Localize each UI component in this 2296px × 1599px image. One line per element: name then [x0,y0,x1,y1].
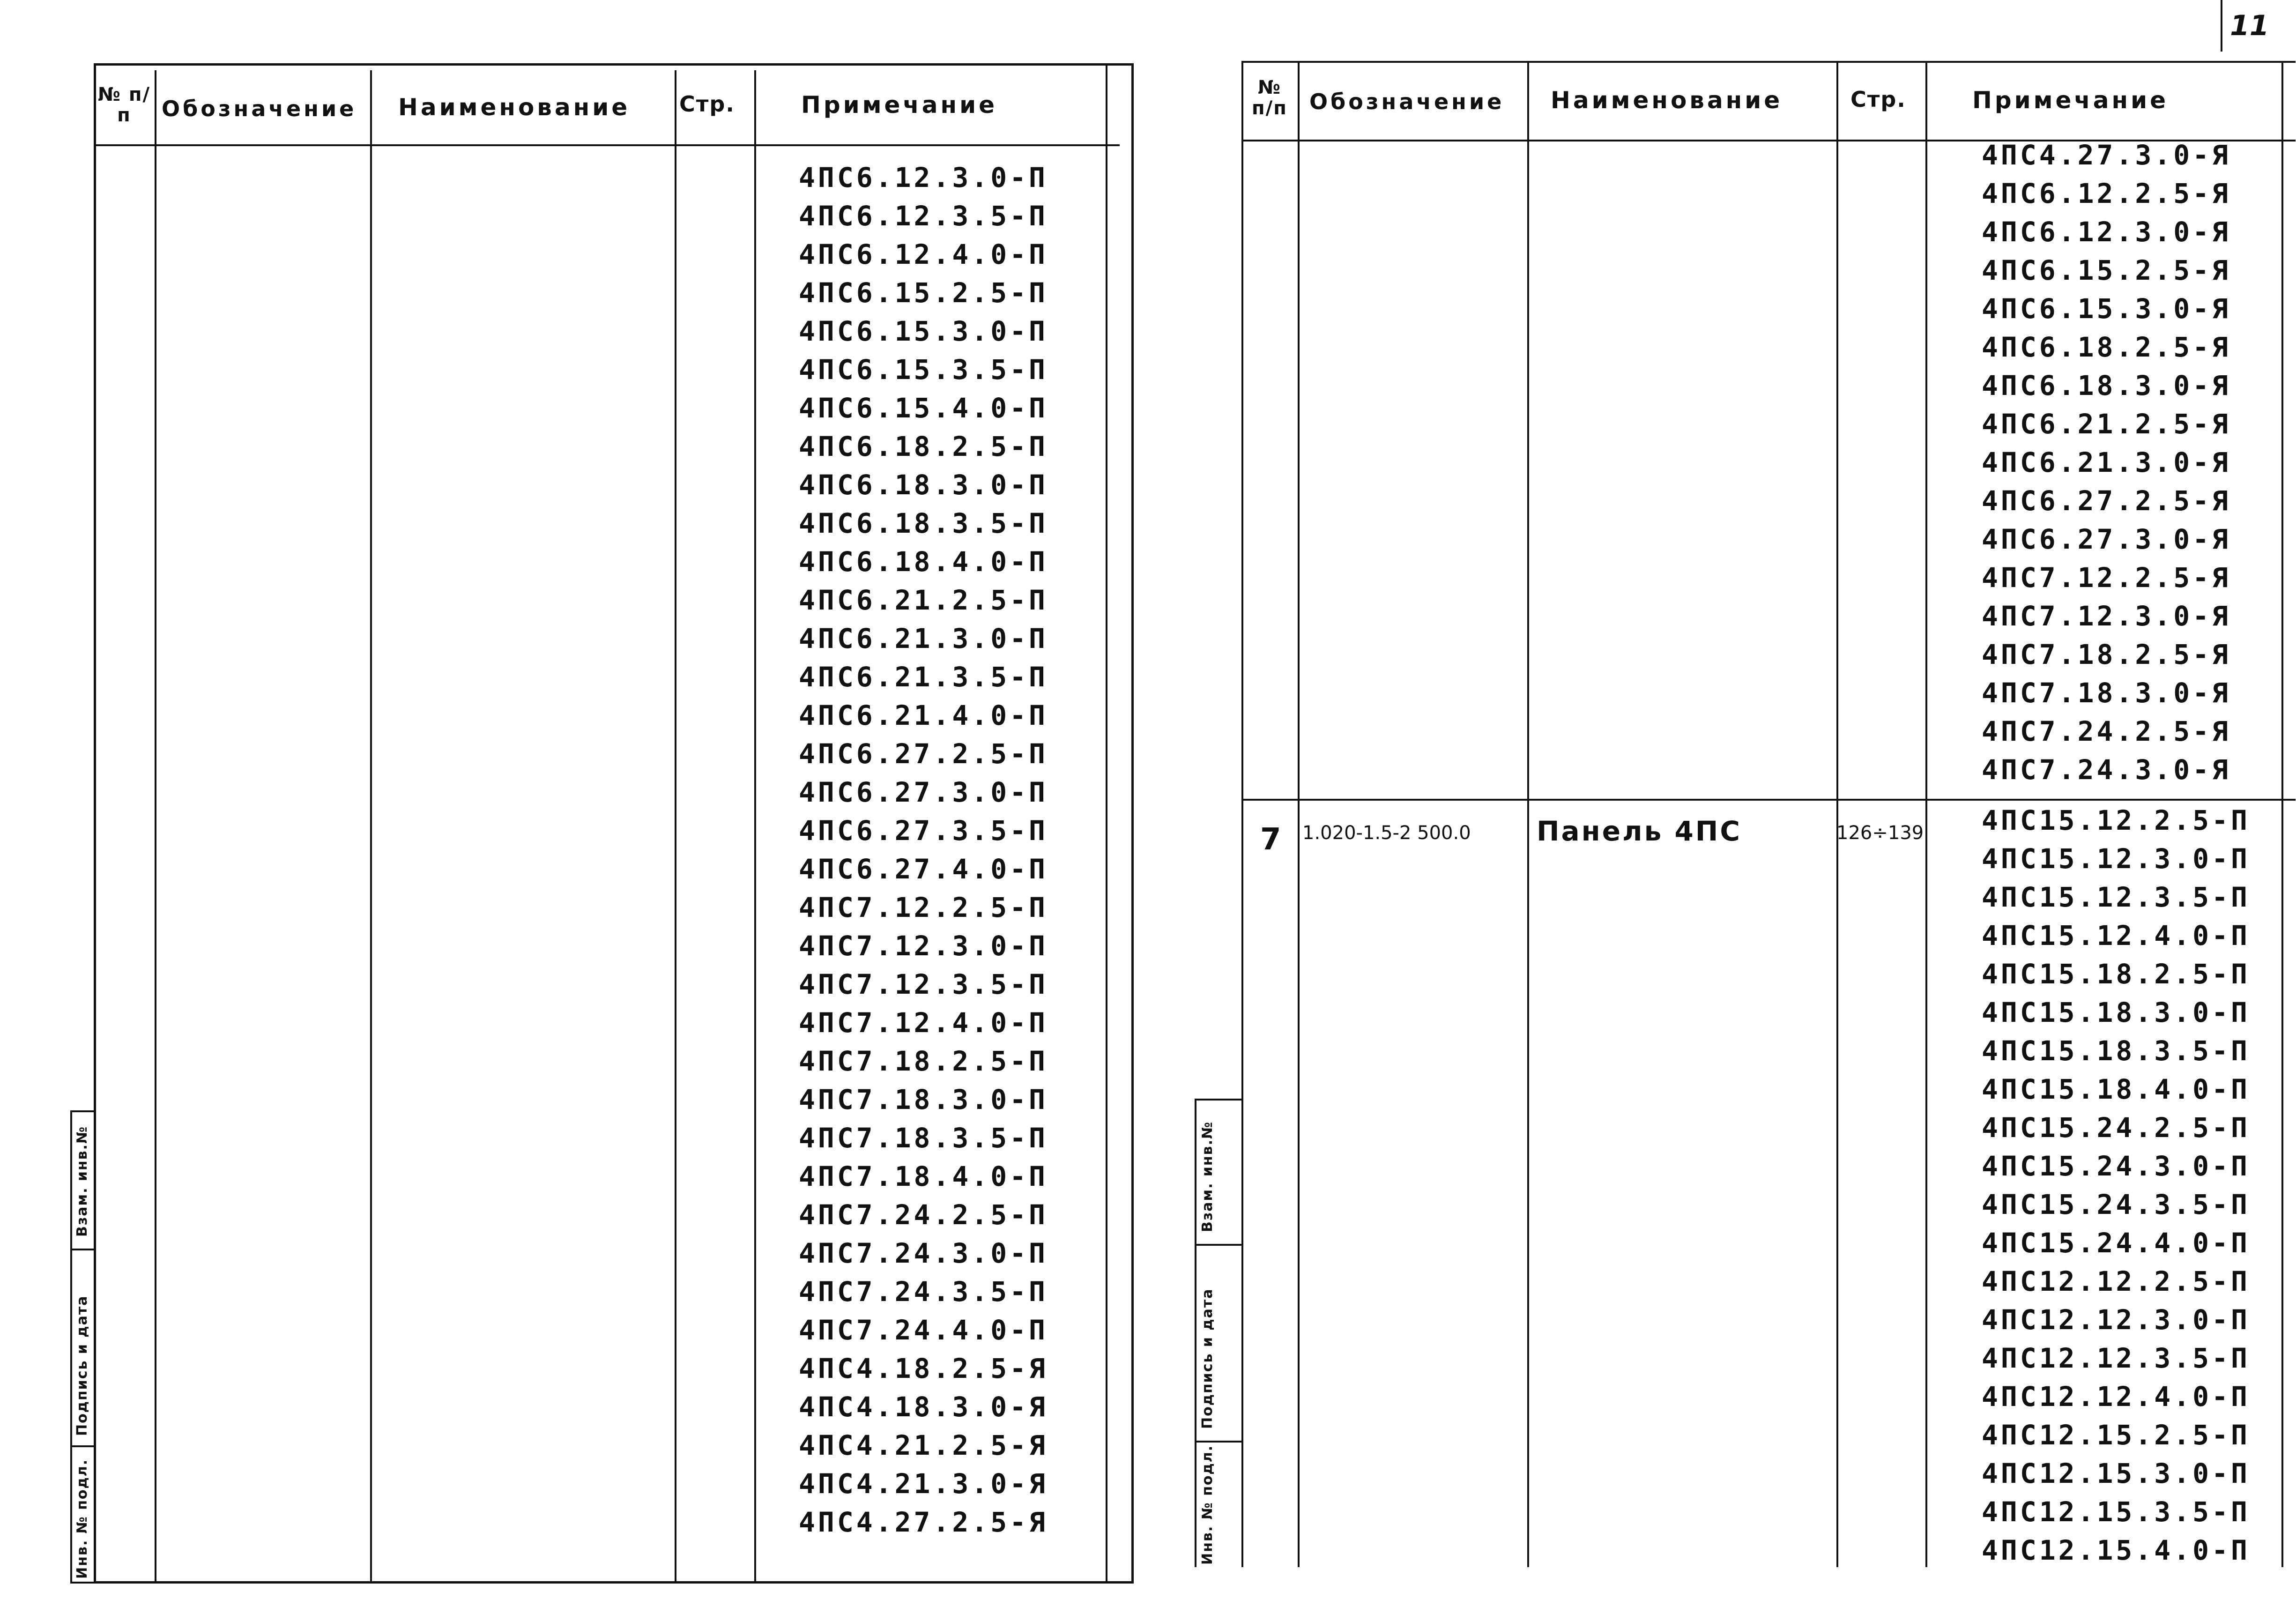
right-sheet [1148,0,2296,1599]
note-item: 4ПС15.12.3.5-П [1982,881,2250,913]
note-item: 4ПС7.24.2.5-П [799,1199,1048,1231]
note-item: 4ПС6.21.2.5-П [799,584,1048,616]
right-notes-bottom-list [1982,801,2250,1569]
note-item: 4ПС15.24.3.5-П [1982,1189,2250,1220]
left-notes-list [799,158,1048,1541]
right-notes-top-list [1982,136,2231,789]
note-item: 4ПС7.12.3.0-П [799,930,1048,962]
note-item: 4ПС15.12.4.0-П [1982,920,2250,952]
note-item: 4ПС4.27.3.0-Я [1982,139,2231,171]
note-item: 4ПС7.18.3.0-Я [1982,677,2231,709]
note-item: 4ПС15.18.4.0-П [1982,1073,2250,1105]
note-item: 4ПС7.12.3.5-П [799,968,1048,1000]
note-item: 4ПС6.18.2.5-П [799,431,1048,462]
left-col-line-5 [1106,63,1107,1584]
left-stamp-inv: Инв. № подл. [74,1458,90,1579]
right-stamp-sign: Подпись и дата [1199,1288,1216,1429]
left-header-designation: Обозначение [162,96,357,121]
note-item: 4ПС7.18.2.5-П [799,1045,1048,1077]
note-item: 4ПС4.21.3.0-Я [799,1468,1048,1500]
right-col-line-0 [1241,61,1243,1567]
note-item: 4ПС4.21.2.5-Я [799,1429,1048,1461]
right-col-line-4 [1925,61,1927,1567]
right-row-divider [1241,799,2296,801]
note-item: 4ПС6.18.2.5-Я [1982,331,2231,363]
note-item: 4ПС6.15.4.0-П [799,392,1048,424]
right-stamp-split-2 [1195,1441,1243,1443]
note-item: 4ПС7.24.4.0-П [799,1314,1048,1346]
row7-num: 7 [1260,822,1281,857]
left-stamp-sign: Подпись и дата [74,1295,90,1436]
note-item: 4ПС6.18.3.0-Я [1982,370,2231,402]
note-item: 4ПС12.12.2.5-П [1982,1265,2250,1297]
note-item: 4ПС7.12.3.0-Я [1982,600,2231,632]
left-col-line-3 [675,70,676,1584]
right-stamp-split-1 [1195,1244,1243,1246]
right-col-line-5 [2281,61,2283,1567]
note-item: 4ПС6.12.3.0-Я [1982,216,2231,248]
note-item: 4ПС6.12.2.5-Я [1982,178,2231,209]
note-item: 4ПС12.15.3.5-П [1982,1496,2250,1528]
note-item: 4ПС12.12.4.0-П [1982,1381,2250,1413]
note-item: 4ПС6.15.3.0-Я [1982,293,2231,325]
note-item: 4ПС6.27.3.0-Я [1982,523,2231,555]
note-item: 4ПС7.12.2.5-Я [1982,562,2231,594]
left-stamp-split-2 [70,1445,96,1447]
note-item: 4ПС7.24.3.0-Я [1982,754,2231,786]
note-item: 4ПС6.12.3.0-П [799,162,1048,193]
note-item: 4ПС7.18.3.5-П [799,1122,1048,1154]
left-stamp-bottom [70,1582,96,1584]
right-top-line [1241,61,2296,63]
row7-designation: 1.020-1.5-2 500.0 [1302,822,1471,844]
note-item: 4ПС12.12.3.5-П [1982,1342,2250,1374]
note-item: 4ПС15.12.3.0-П [1982,843,2250,875]
note-item: 4ПС7.24.2.5-Я [1982,715,2231,747]
page-number: 11 [2230,9,2269,42]
left-header-divider [94,144,1120,146]
right-header-note: Примечание [1972,87,2169,114]
left-header-note: Примечание [801,91,998,119]
note-item: 4ПС15.24.3.0-П [1982,1150,2250,1182]
note-item: 4ПС7.24.3.5-П [799,1276,1048,1308]
row7-name: Панель 4ПС [1537,815,1742,847]
note-item: 4ПС7.18.3.0-П [799,1084,1048,1116]
note-item: 4ПС12.15.2.5-П [1982,1419,2250,1451]
note-item: 4ПС12.12.3.0-П [1982,1304,2250,1336]
left-header-name: Наименование [398,94,631,121]
note-item: 4ПС6.12.4.0-П [799,238,1048,270]
right-header-num: № п/п [1252,77,1287,119]
note-item: 4ПС15.24.2.5-П [1982,1112,2250,1144]
note-item: 4ПС7.18.4.0-П [799,1160,1048,1192]
note-item: 4ПС15.18.3.0-П [1982,997,2250,1028]
note-item: 4ПС15.12.2.5-П [1982,804,2250,836]
note-item: 4ПС7.18.2.5-Я [1982,639,2231,670]
row7-page: 126÷139 [1836,822,1924,844]
note-item: 4ПС15.18.3.5-П [1982,1035,2250,1067]
left-header-page: Стр. [679,91,735,117]
right-stamp-replace: Взам. инв.№ [1199,1121,1216,1232]
right-header-name: Наименование [1551,87,1783,114]
note-item: 4ПС6.27.3.5-П [799,815,1048,847]
note-item: 4ПС12.15.3.0-П [1982,1458,2250,1489]
note-item: 4ПС6.21.2.5-Я [1982,408,2231,440]
right-col-line-2 [1527,61,1529,1567]
right-header-designation: Обозначение [1309,89,1505,114]
right-header-page: Стр. [1850,87,1906,112]
right-stamp-inv: Инв. № подл. [1199,1444,1216,1565]
left-col-line-1 [155,70,156,1584]
note-item: 4ПС6.27.3.0-П [799,776,1048,808]
left-stamp-line-inner [94,1110,96,1584]
left-stamp-line [70,1110,72,1584]
left-stamp-replace: Взам. инв.№ [74,1125,90,1237]
note-item: 4ПС6.15.3.0-П [799,315,1048,347]
note-item: 4ПС4.18.2.5-Я [799,1353,1048,1384]
right-col-line-1 [1298,61,1300,1567]
note-item: 4ПС6.18.3.0-П [799,469,1048,501]
note-item: 4ПС6.21.4.0-П [799,699,1048,731]
note-item: 4ПС6.27.2.5-Я [1982,485,2231,517]
note-item: 4ПС7.12.4.0-П [799,1007,1048,1039]
note-item: 4ПС6.12.3.5-П [799,200,1048,232]
note-item: 4ПС6.18.4.0-П [799,546,1048,578]
right-col-line-3 [1836,61,1838,1567]
note-item: 4ПС6.27.2.5-П [799,738,1048,770]
note-item: 4ПС15.18.2.5-П [1982,958,2250,990]
note-item: 4ПС4.18.3.0-Я [799,1391,1048,1423]
note-item: 4ПС4.27.2.5-Я [799,1506,1048,1538]
note-item: 4ПС6.27.4.0-П [799,853,1048,885]
note-item: 4ПС6.21.3.0-Я [1982,446,2231,478]
note-item: 4ПС12.15.4.0-П [1982,1534,2250,1566]
note-item: 4ПС15.24.4.0-П [1982,1227,2250,1259]
right-stamp-top [1195,1099,1243,1101]
right-stamp-line [1195,1099,1196,1567]
note-item: 4ПС6.15.2.5-Я [1982,254,2231,286]
note-item: 4ПС7.12.2.5-П [799,892,1048,923]
note-item: 4ПС7.24.3.0-П [799,1237,1048,1269]
left-col-line-4 [754,70,756,1584]
left-stamp-split-1 [70,1249,96,1250]
note-item: 4ПС6.18.3.5-П [799,507,1048,539]
left-header-num: № п/п [97,84,151,126]
note-item: 4ПС6.21.3.5-П [799,661,1048,693]
note-item: 4ПС6.21.3.0-П [799,623,1048,654]
left-col-line-2 [370,70,372,1584]
left-stamp-top [70,1110,96,1112]
note-item: 4ПС6.15.2.5-П [799,277,1048,309]
note-item: 4ПС6.15.3.5-П [799,354,1048,386]
